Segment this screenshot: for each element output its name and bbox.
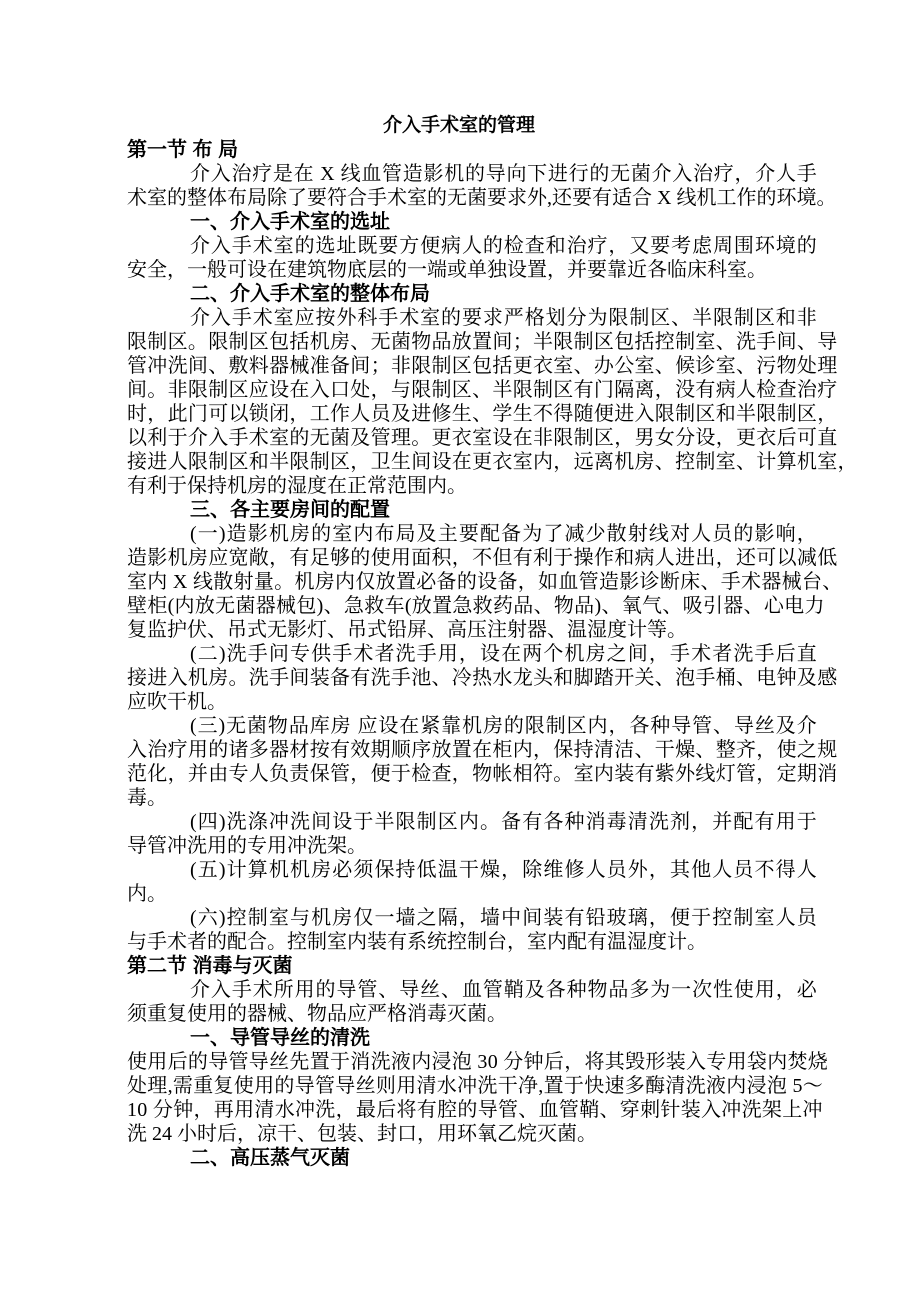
text-line: 复监护伏、吊式无影灯、吊式铅屏、高压注射器、温湿度计等。: [127, 619, 687, 641]
text-line: 洗 24 小时后，凉干、包装、封口，用环氧乙烷灭菌。: [127, 1123, 597, 1145]
text-line: 壁柜(内放无菌器械包)、急救车(放置急救药品、物品)、氧气、吸引器、心电力: [127, 595, 825, 617]
text-line: 范化，并由专人负责保管，便于检查，物帐相符。室内装有紫外线灯管，定期消: [127, 763, 838, 785]
section-heading: 第一节 布 局: [127, 139, 239, 161]
text-line: 须重复使用的器械、物品应严格消毒灭菌。: [127, 1003, 507, 1025]
text-line: 以利于介入手术室的无菌及管理。更衣室设在非限制区，男女分设，更衣后可直: [127, 427, 838, 449]
subsection-heading: 二、介入手术室的整体布局: [190, 283, 430, 305]
text-line: 入治疗用的诸多器材按有效期顺序放置在柜内，保持清洁、干燥、整齐，使之规: [127, 739, 838, 761]
subsection-heading: 一、导管导丝的清洗: [190, 1027, 370, 1049]
text-line: 介入手术室应按外科手术室的要求严格划分为限制区、半限制区和非: [190, 307, 817, 329]
subsection-heading: 二、高压蒸气灭菌: [190, 1147, 350, 1169]
text-line: 毒。: [127, 787, 167, 809]
text-line: 接进入机房。洗手间装备有洗手池、冷热水龙头和脚踏开关、泡手桶、电钟及感: [127, 667, 838, 689]
section-heading: 第二节 消毒与灭菌: [127, 955, 293, 977]
text-line: 安全，一般可设在建筑物底层的一端或单独设置，并要靠近各临床科室。: [127, 259, 767, 281]
text-line: 限制区。限制区包括机房、无菌物品放置间；半限制区包括控制室、洗手间、导: [127, 331, 838, 353]
text-line: (二)洗手问专供手术者洗手用，设在两个机房之间，手术者洗手后直: [190, 643, 817, 665]
text-line: 接进人限制区和半限制区，卫生间设在更衣室内，远离机房、控制室、计算机室，: [127, 451, 858, 473]
text-line: 管冲洗间、敷料器械准备间；非限制区包括更衣室、办公室、候诊室、污物处理: [127, 355, 838, 377]
text-line: 介入治疗是在 X 线血管造影机的导向下进行的无菌介入治疗，介人手: [190, 163, 817, 185]
text-line: (五)计算机机房必须保持低温干燥，除维修人员外，其他人员不得人: [190, 859, 817, 881]
text-line: 10 分钟，再用清水冲洗，最后将有腔的导管、血管鞘、穿刺针装入冲洗架上冲: [127, 1099, 823, 1121]
text-line: 导管冲洗用的专用冲洗架。: [127, 835, 367, 857]
text-line: 时，此门可以锁闭，工作人员及进修生、学生不得随便进入限制区和半限制区，: [127, 403, 838, 425]
text-line: 间。非限制区应设在入口处，与限制区、半限制区有门隔离，没有病人检查治疗: [127, 379, 838, 401]
subsection-heading: 三、各主要房间的配置: [190, 499, 390, 521]
text-line: 介入手术室的选址既要方便病人的检查和治疗，又要考虑周围环境的: [190, 235, 817, 257]
text-line: (三)无菌物品库房 应设在紧靠机房的限制区内，各种导管、导丝及介: [190, 715, 817, 737]
text-line: (一)造影机房的室内布局及主要配备为了减少散射线对人员的影响，: [190, 523, 817, 545]
text-line: 介入手术所用的导管、导丝、血管鞘及各种物品多为一次性使用，必: [190, 979, 817, 1001]
text-line: 应吹干机。: [127, 691, 227, 713]
text-line: (六)控制室与机房仅一墙之隔，墙中间装有铅玻璃，便于控制室人员: [190, 907, 817, 929]
text-line: 室内 X 线散射量。机房内仅放置必备的设备，如血管造影诊断床、手术器械台、: [127, 571, 843, 593]
document-body: [127, 114, 858, 1170]
text-line: 术室的整体布局除了要符合手术室的无菌要求外,还要有适合 X 线机工作的环境。: [127, 187, 837, 209]
text-line: 有利于保持机房的湿度在正常范围内。: [127, 475, 467, 497]
text-line: (四)洗涤冲洗间设于半限制区内。备有各种消毒清洗剂，并配有用于: [190, 811, 817, 833]
subsection-heading: 一、介入手术室的选址: [190, 211, 390, 233]
text-line: 使用后的导管导丝先置于消洗液内浸泡 30 分钟后，将其毁形装入专用袋内焚烧: [127, 1051, 829, 1073]
document-title: 介入手术室的管理: [382, 115, 535, 136]
text-line: 与手术者的配合。控制室内装有系统控制台，室内配有温湿度计。: [127, 931, 707, 953]
text-line: 造影机房应宽敞，有足够的使用面积，不但有利于操作和病人进出，还可以减低: [127, 547, 838, 569]
text-line: 内。: [127, 883, 167, 905]
text-line: 处理,需重复使用的导管导丝则用清水冲洗干净,置于快速多酶清洗液内浸泡 5～: [127, 1075, 824, 1097]
